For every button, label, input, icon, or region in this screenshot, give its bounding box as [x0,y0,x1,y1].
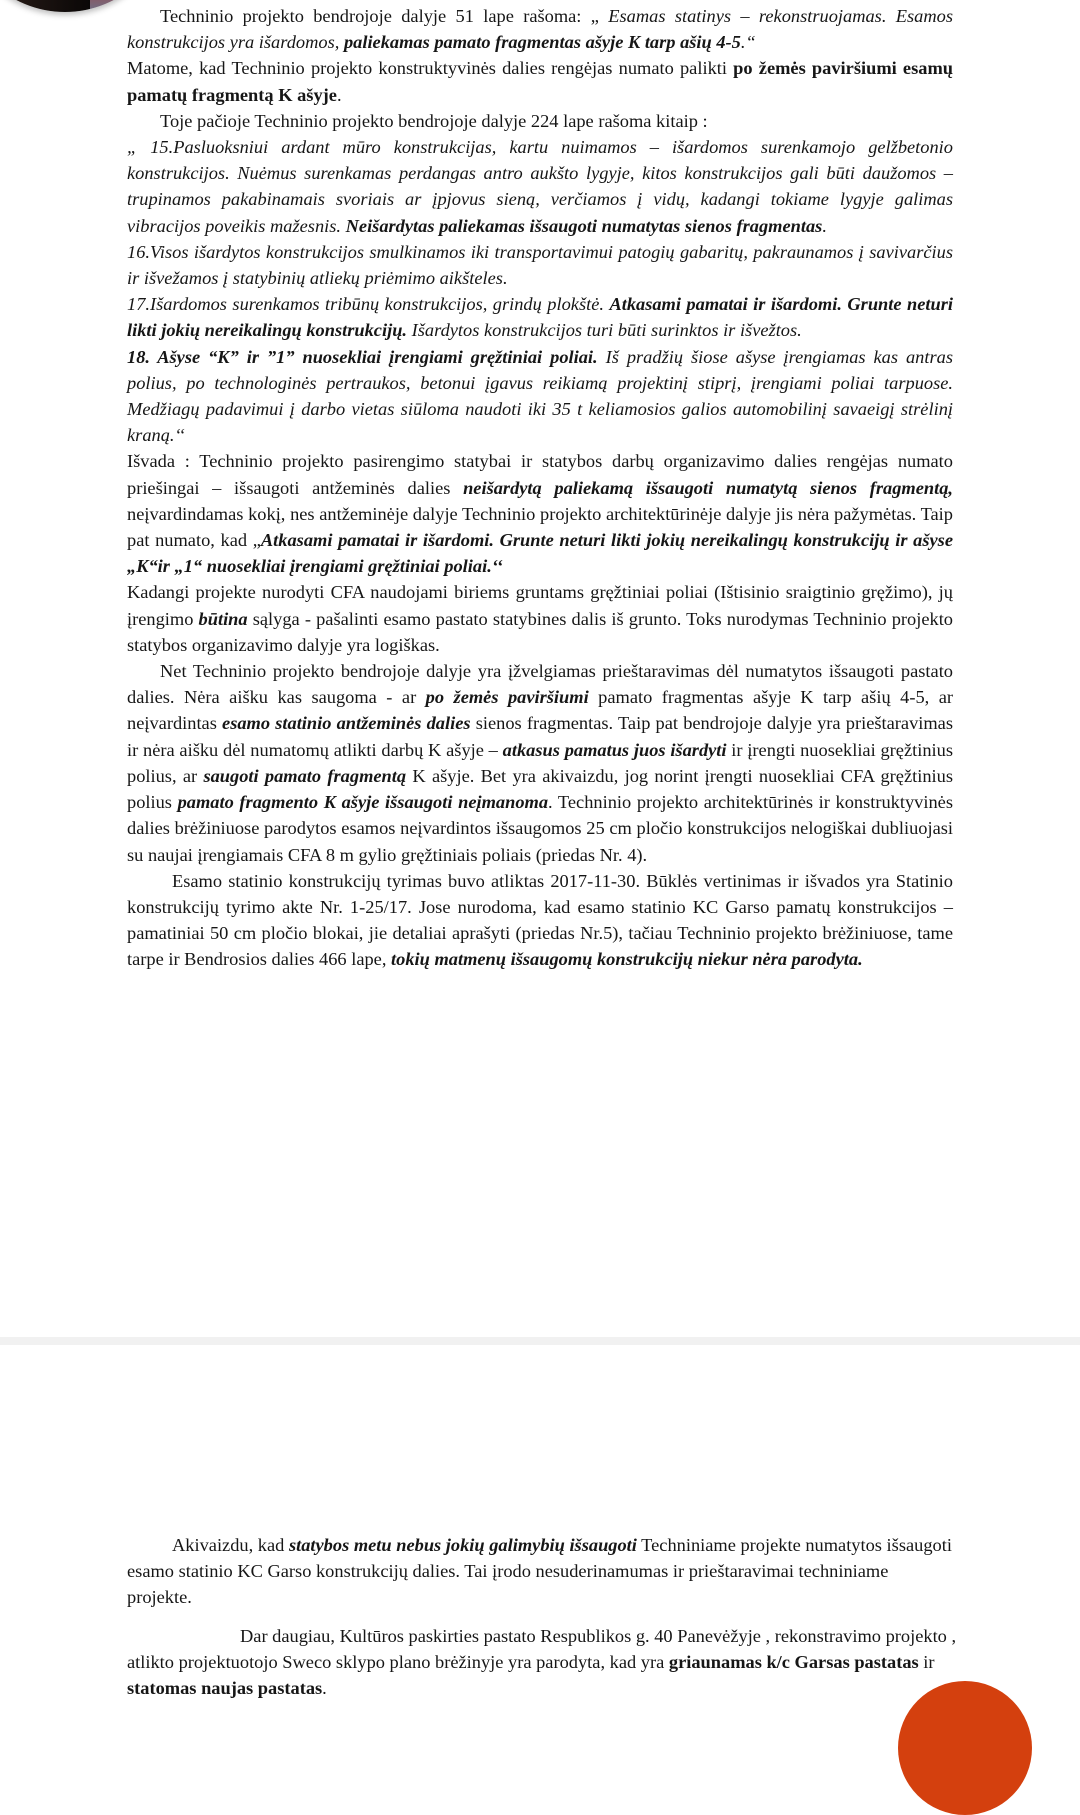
quote-item-17: 17.Išardomos surenkamos tribūnų konstrukcijos, grindų plokštė. Atkasami pamatai ir išardomi. Grunte neturi likti jokių nereikalingų konstrukcijų. Išardytos konstrukcijos turi būti surinktos ir išvežtos. [127,294,953,341]
quote-item-18: 18. Ašyse “K” ir ”1” nuosekliai įrengiami gręžtiniai poliai. Iš pradžių šiose ašyse įrengiamas kas antras polius, po technologinės pertraukos, betonui įgavus reikiamą projektinį stiprį, įrengiami poliai tarpuose. Medžiagų padavimui į darbo vietas siūloma naudoti iki 35 t keliamosios galios automobilinį savaeigį strėlinį kraną.‘‘ [127,346,953,446]
page-divider [0,1337,1080,1345]
paragraph-net-bendrojoje: Net Techninio projekto bendrojoje dalyje yra įžvelgiamas prieštaravimas dėl numatytos išsaugoti pastato dalies. Nėra aišku kas saugoma - ar po žemės paviršiumi pamato fragmentas ašyje K tarp ašių 4-5, ar neįvardintas esamo statinio antžeminės dalies sienos fragmentas. Taip pat bendrojoje dalyje yra prieštaravimas ir nėra aišku dėl numatomų atlikti darbų K ašyje – atkasus pamatus juos išardyti ir įrengti nuosekliai gręžtinius polius, ar saugoti pamato fragmentą K ašyje. Bet yra akivaizdu, jog norint įrengti nuosekliai CFA gręžtinius polius pamato fragmento K ašyje išsaugoti neįmanoma. Techninio projekto architektūrinės ir konstruktyvinės dalies brėžiniuose parodytos esamos neįvardintos išsaugomos 25 cm pločio konstrukcijos nelogiškai dubliuojasi su naujai įrengiamais CFA 8 m gylio gręžtiniais poliais (priedas Nr. 4). [127,661,953,865]
quote-item-16: 16.Visos išardytos konstrukcijos smulkinamos iki transportavimui patogių gabaritų, pakraunamos į savivarčius ir išvežamos į statybinių atliekų priėmimo aikšteles. [127,241,953,289]
paragraph-akivaizdu: Akivaizdu, kad statybos metu nebus jokių galimybių išsaugoti Techniniame projekte numatytos išsaugoti esamo statinio KC Garso konstrukcijų dalies. Tai įrodo nesuderinamumas ir prieštaravimai techniniame projekte. [127,1535,952,1608]
avatar-dark-region [0,0,90,12]
paragraph-kadangi-cfa: Kadangi projekte nurodyti CFA naudojami biriems gruntams gręžtiniai poliai (Ištisinio sraigtinio gręžimo), jų įrengimo būtina sąlyga - pašalinti esamo pastato statybines dalis iš grunto. Toks nurodymas Techninio projekto statybos organizavimo dalyje yra logiškas. [127,582,954,655]
paragraph-matome: Matome, kad Techninio projekto konstruktyvinės dalies rengėjas numato palikti po žemės paviršiumi esamų pamatų fragmentą K ašyje. [127,58,953,105]
paragraph-224-lape: Toje pačioje Techninio projekto bendrojoje dalyje 224 lape rašoma kitaip : [160,110,708,131]
floating-action-button[interactable] [898,1681,1032,1815]
paragraph-51-lape: Techninio projekto bendrojoje dalyje 51 lape rašoma: „ Esamas statinys – rekonstruojamas. Esamos konstrukcijos yra išardomos, paliekamas pamato fragmentas ašyje K tarp ašių 4-5.“ [127,6,953,53]
paragraph-tyrimas: Esamo statinio konstrukcijų tyrimas buvo atliktas 2017-11-30. Būklės vertinimas ir išvados yra Statinio konstrukcijų tyrimo akte Nr. 1-25/17. Jose nurodoma, kad esamo statinio KC Garso pamatų konstrukcijos – pamatiniai 50 cm pločio blokai, jie detaliai aprašyti (priedas Nr.5), tačiau Techninio projekto brėžiniuose, tame tarpe ir Bendrosios dalies 466 lape, tokių matmenų išsaugomų konstrukcijų niekur nėra parodyta. [127,870,953,970]
quote-item-15: „ 15.Pasluoksniui ardant mūro konstrukcijas, kartu nuimamos – išardomos surenkamojo gelžbetonio konstrukcijos. Nuėmus surenkamas perdangas antro aukšto lygyje, kitos konstrukcijos gali būti daužomos – trupinamos pakabinamais svoriais ar įpjovus sieną, verčiamos į vidų, kadangi tokiame lygyje galimas vibracijos poveikis mažesnis. Neišardytas paliekamas išsaugoti numatytas sienos fragmentas. [127,137,953,236]
paragraph-isvada: Išvada : Techninio projekto pasirengimo statybai ir statybos darbų organizavimo dalies rengėjas numato priešingai – išsaugoti antžeminės dalies neišardytą paliekamą išsaugoti numatytą sienos fragmentą, neįvardindamas kokį, nes antžeminėje dalyje Techninio projekto architektūrinėje dalyje jis nėra pažymėtas. Taip pat numato, kad „Atkasami pamatai ir išardomi. Grunte neturi likti jokių nereikalingų konstrukcijų ir ašyse „K“ir „1“ nuosekliai įrengiami gręžtiniai poliai.‘‘ [127,451,953,577]
document-page-1 [127,3,953,973]
document-page-2 [127,1532,957,1701]
paragraph-dar-daugiau: Dar daugiau, Kultūros paskirties pastato Respublikos g. 40 Panevėžyje , rekonstravimo projekto , atlikto projektuotojo Sweco sklypo plano brėžinyje yra parodyta, kad yra griaunamas k/c Garsas pastatas ir statomas naujas pastatas. [127,1625,957,1699]
